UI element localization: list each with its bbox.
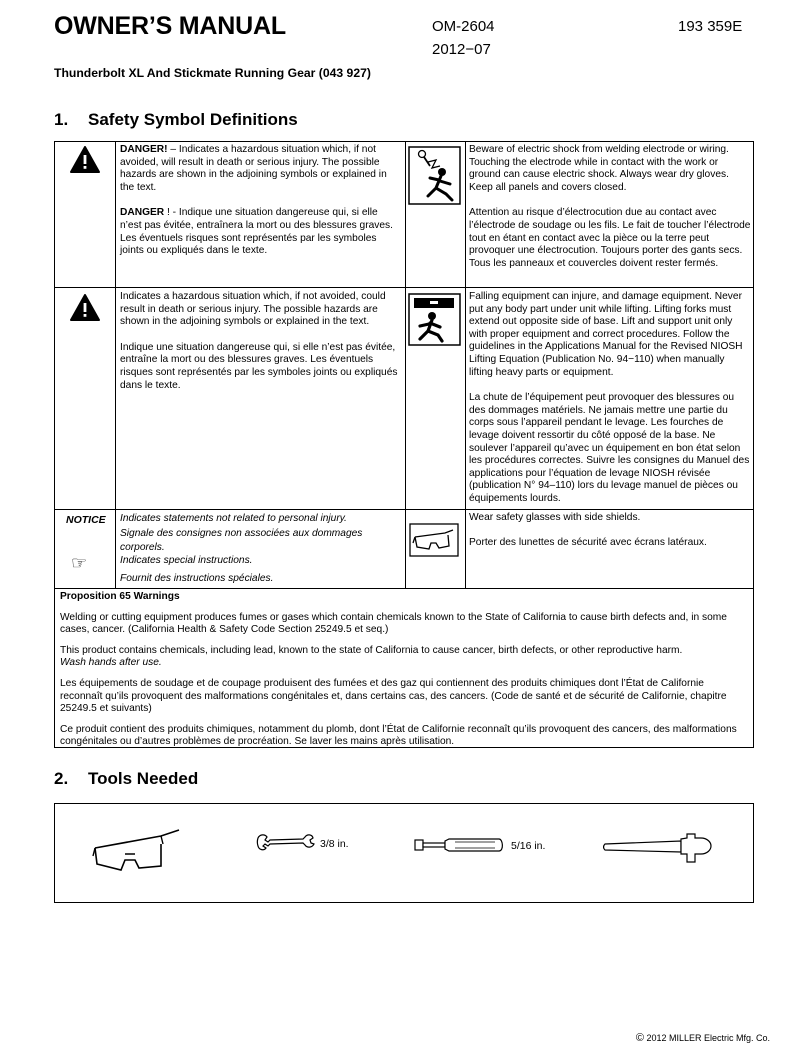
warning-triangle-icon — [69, 293, 101, 323]
electric-shock-icon — [408, 146, 461, 205]
safety-glasses-tool-icon — [91, 826, 191, 876]
danger-text-fr: ! - Indique une situation dangereuse qui, si elle n’est pas évitée, entraînera la mort ou des blessures graves. Les éventuels risques sont représentés par les symboles joints ou expliqués dans le texte. — [120, 207, 393, 257]
safety-glasses-text-en: Wear safety glasses with side shields. — [469, 512, 641, 523]
hammer-icon — [603, 830, 715, 866]
section-1-number: 1. — [54, 110, 69, 129]
copyright-notice — [636, 1032, 770, 1044]
manual-subtitle: Thunderbolt XL And Stickmate Running Gear (043 927) — [54, 66, 371, 80]
danger-description — [120, 144, 402, 258]
notice-line-2: Signale des consignes non associées aux dommages corporels. — [120, 528, 363, 553]
manual-title: OWNER’S MANUAL — [54, 12, 286, 40]
safety-glasses-description — [469, 512, 751, 549]
falling-equipment-icon — [408, 293, 461, 346]
notice-description — [120, 512, 402, 585]
section-1-title: Safety Symbol Definitions — [88, 110, 298, 129]
notice-line-4: Fournit des instructions spéciales. — [120, 572, 274, 584]
notice-line-3: Indicates special instructions. — [120, 555, 253, 567]
proposition-65-warnings — [60, 591, 748, 749]
tools-needed-box — [54, 803, 754, 903]
electric-shock-text-en: Beware of electric shock from welding electrode or wiring. Touching the electrode while in contact with the work or ground can cause electric shock. Always wear dry gloves. Keep all panels and covers closed. — [469, 144, 729, 193]
part-number: 193 359E — [678, 18, 743, 35]
prop65-paragraph-1: Welding or cutting equipment produces fumes or gases which contain chemicals known to the State of California to cause birth defects and, in some cases, cancer. (California Health & Safety Code Section 25249.5 et seq.) — [60, 611, 727, 636]
safety-symbol-table — [54, 141, 754, 748]
warning-description — [120, 291, 402, 392]
safety-glasses-icon — [409, 523, 459, 557]
driver-size-label: 5/16 in. — [511, 840, 546, 852]
wrench-icon — [255, 832, 315, 854]
falling-equipment-description — [469, 291, 751, 506]
notice-label: NOTICE — [66, 514, 106, 526]
electric-shock-description — [469, 144, 751, 270]
falling-equipment-text-en: Falling equipment can injure, and damage equipment. Never put any body part under unit while lifting. Lifting forks must extend out opposite side of base. Lift and support unit only with proper equipment and correct procedures. Follow the guidelines in the Applications Manual for the Revised NIOSH Lifting Equation (Publication No. 94−110) when manually lifting heavy parts or equipment. — [469, 291, 743, 378]
prop65-paragraph-4: Ce produit contient des produits chimiques, notamment du plomb, dont l’État de Californie reconnaît qu’ils provoquent des cancers, des malformations congénitales ou d’autres problèmes de procréation. Se laver les mains après utilisation. — [60, 723, 737, 748]
prop65-title: Proposition 65 Warnings — [60, 591, 180, 602]
doc-date: 2012−07 — [432, 41, 491, 58]
danger-triangle-icon — [69, 145, 101, 175]
falling-equipment-text-fr: La chute de l’équipement peut provoquer des blessures ou des dommages matériels. Ne jamais mettre une partie du corps sous l’appareil pendant le levage. Les fourches de levage doivent ressortir du côté opposé de la base. Ne soulever l’appareil qu’avec un équipement en bon état selon les procédures correctes. Suivre les consignes du Manuel des applications pour l’équation de levage NIOSH révisée (publication N° 94–110) lors du levage manuel de pièces ou équipements lourds. — [469, 392, 750, 504]
pointing-hand-icon: ☞ — [71, 553, 88, 573]
danger-label-fr: DANGER — [120, 207, 165, 219]
warning-text-en: Indicates a hazardous situation which, if not avoided, could result in death or serious injury. The possible hazards are shown in the adjoining symbols or explained in the text. — [120, 291, 386, 328]
section-1-heading — [54, 110, 298, 130]
section-2-heading — [54, 769, 198, 789]
copyright-text: 2012 MILLER Electric Mfg. Co. — [646, 1033, 770, 1043]
safety-glasses-text-fr: Porter des lunettes de sécurité avec écrans latéraux. — [469, 536, 707, 548]
nut-driver-icon — [413, 834, 505, 856]
prop65-paragraph-3: Les équipements de soudage et de coupage produisent des fumées et des gaz qui contiennent des produits chimiques dont l’État de Californie reconnaît qu’ils provoquent des malformations congénitales et, dans certains cas, des cancers. (Code de santé et de sécurité de Californie, chapitre 25249.5 et suivants) — [60, 677, 727, 715]
warning-text-fr: Indique une situation dangereuse qui, si elle n’est pas évitée, entraîne la mort ou des blessures graves. Les éventuels risques sont représentés par les symboles joints ou expliqués dans le texte. — [120, 341, 398, 391]
prop65-paragraph-2-italic: Wash hands after use. — [60, 657, 162, 669]
wrench-size-label: 3/8 in. — [320, 838, 349, 850]
notice-line-1: Indicates statements not related to personal injury. — [120, 513, 347, 524]
prop65-paragraph-2: This product contains chemicals, including lead, known to the state of California to cause cancer, birth defects, or other reproductive harm. — [60, 644, 683, 656]
section-2-number: 2. — [54, 769, 69, 788]
electric-shock-text-fr: Attention au risque d’électrocution due au contact avec l’électrode de soudage ou les fils. Le fait de toucher l’électrode tout en étant en contact avec la pièce ou la terre peut provoquer une électrocution. Toujours porter des gants secs. Tous les panneaux et couvercles doivent rester fermés. — [469, 207, 751, 269]
danger-text-en: – Indicates a hazardous situation which, if not avoided, will result in death or serious injury. The possible hazards are shown in the adjoining symbols or explained in the text. — [120, 144, 387, 193]
doc-number: OM-2604 — [432, 18, 495, 35]
section-2-title: Tools Needed — [88, 769, 199, 788]
copyright-symbol: © — [635, 1032, 644, 1044]
danger-label-en: DANGER! — [120, 144, 168, 155]
